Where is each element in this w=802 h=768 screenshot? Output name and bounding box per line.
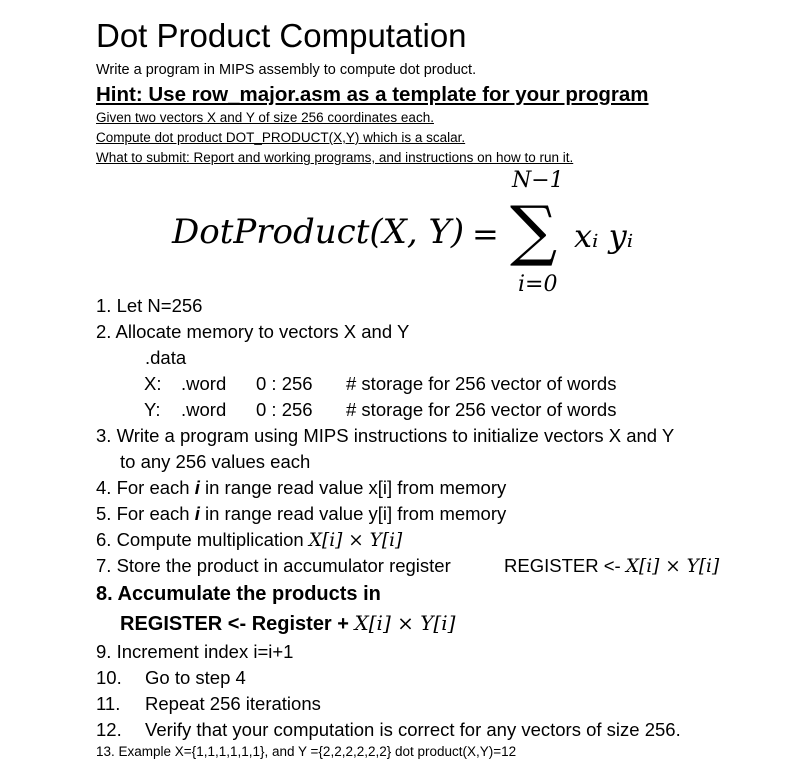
note-given: Given two vectors X and Y of size 256 coordinates each. bbox=[96, 110, 434, 125]
x-decl-label: X: bbox=[144, 373, 162, 394]
step-9: 9. Increment index i=i+1 bbox=[96, 641, 294, 662]
step-7: 7. Store the product in accumulator register bbox=[96, 555, 451, 576]
step-10-number: 10. bbox=[96, 667, 122, 688]
step-12: Verify that your computation is correct for any vectors of size 256. bbox=[145, 719, 681, 740]
note-compute: Compute dot product DOT_PRODUCT(X,Y) which is a scalar. bbox=[96, 130, 466, 145]
sum-upper-limit: N−1 bbox=[512, 168, 564, 193]
hint-heading: Hint: Use row_major.asm as a template for your program bbox=[96, 83, 649, 106]
step-4: 4. For each i in range read value x[i] from memory bbox=[96, 477, 507, 498]
step-6: 6. Compute multiplication X[i] × Y[i] bbox=[96, 529, 403, 551]
step-7-register: REGISTER <- X[i] × Y[i] bbox=[504, 555, 720, 577]
y-decl-directive: .word bbox=[181, 399, 227, 420]
y-decl-range: 0 : 256 bbox=[256, 399, 313, 420]
step-11-number: 11. bbox=[96, 693, 121, 714]
y-decl-label: Y: bbox=[144, 399, 161, 420]
step-1: 1. Let N=256 bbox=[96, 295, 203, 316]
summation-icon: ∑ bbox=[510, 192, 558, 269]
step-12-number: 12. bbox=[96, 719, 122, 740]
y-decl-comment: # storage for 256 vector of words bbox=[346, 399, 617, 420]
note-submit: What to submit: Report and working programs, and instructions on how to run it. bbox=[96, 150, 574, 165]
x-decl-comment: # storage for 256 vector of words bbox=[346, 373, 617, 394]
subtitle: Write a program in MIPS assembly to compute dot product. bbox=[96, 62, 477, 78]
step-11: Repeat 256 iterations bbox=[145, 693, 321, 714]
step-13-example: 13. Example X={1,1,1,1,1,1}, and Y ={2,2,2,2,2,2} dot product(X,Y)=12 bbox=[96, 744, 517, 759]
formula-lhs: DotProduct(X, Y) bbox=[172, 212, 465, 252]
data-directive: .data bbox=[145, 347, 187, 368]
formula-equals: = bbox=[472, 215, 499, 253]
step-8: 8. Accumulate the products in bbox=[96, 583, 381, 605]
x-decl-directive: .word bbox=[181, 373, 227, 394]
page-title: Dot Product Computation bbox=[96, 17, 467, 54]
x-decl-range: 0 : 256 bbox=[256, 373, 313, 394]
step-3-continued: to any 256 values each bbox=[120, 451, 311, 472]
step-10: Go to step 4 bbox=[145, 667, 246, 688]
step-8-continued: REGISTER <- Register + X[i] × Y[i] bbox=[120, 611, 456, 635]
step-3: 3. Write a program using MIPS instructions to initialize vectors X and Y bbox=[96, 425, 675, 446]
sum-term: xᵢ yᵢ bbox=[574, 217, 634, 255]
sum-lower-limit: i=0 bbox=[518, 272, 558, 297]
step-5: 5. For each i in range read value y[i] from memory bbox=[96, 503, 507, 524]
step-2: 2. Allocate memory to vectors X and Y bbox=[96, 321, 410, 342]
